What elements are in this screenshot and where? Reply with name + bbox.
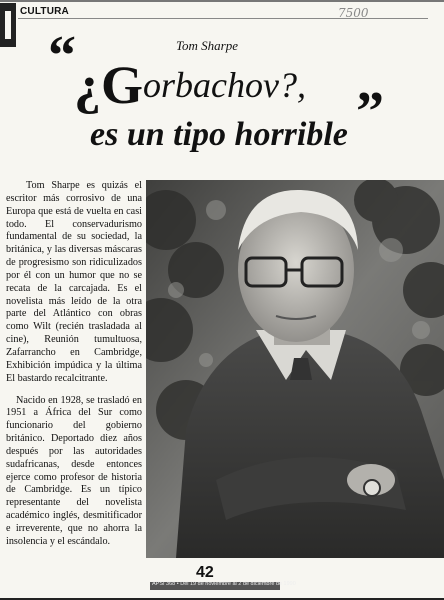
section-label: CULTURA: [20, 6, 69, 17]
page-number: 42: [196, 564, 214, 581]
section-tab-marker: [0, 3, 16, 47]
handwritten-note: 7500: [338, 6, 369, 20]
article-paragraph-1: Tom Sharpe es quizás el escritor más corrosivo de una Europa que está de vuelta en casi todo. El conservadurismo fundamental de su sociedad, la británica, y las diversas máscaras de progresismo son ridiculizados por él con un humor que no se recata de la carcajada. Es el novelista más leído de la otra parte del Atlántico con obras como Wilt (recién trasladada al cine), Reunión tumultuosa, Zafarrancho en Cambridge, Exhibición impúdica y la última El bastardo recalcitrante.: [6, 180, 142, 384]
article-body: [6, 180, 142, 558]
headline-line-1-rest: orbachov?,: [143, 65, 306, 105]
headline-line-2: es un tipo horrible: [90, 116, 348, 153]
headline-drop-cap: ¿G: [74, 55, 144, 115]
article-paragraph-2: Nacido en 1928, se trasladó en 1951 a África del Sur como funcionario del gobierno británico. Deportado diez años después por las autoridades sudafricanas, desde entonces ejerce como profesor de historia de Cambridge. Es un típico representante del novelista académico inglés, desmitificador e irreverente, que no ahorra la insolencia y el escándalo.: [6, 394, 142, 547]
closing-quote-mark: ”: [356, 81, 384, 143]
top-rule: [0, 0, 444, 2]
headline-line-1: [74, 55, 306, 115]
opening-quote-mark: “: [48, 25, 76, 87]
footer-issue-text: APSI 368 • Del 19 de noviembre al 2 de diciembre de 1990: [152, 581, 296, 587]
author-name: Tom Sharpe: [176, 38, 239, 53]
author-portrait-photo: [146, 180, 444, 558]
